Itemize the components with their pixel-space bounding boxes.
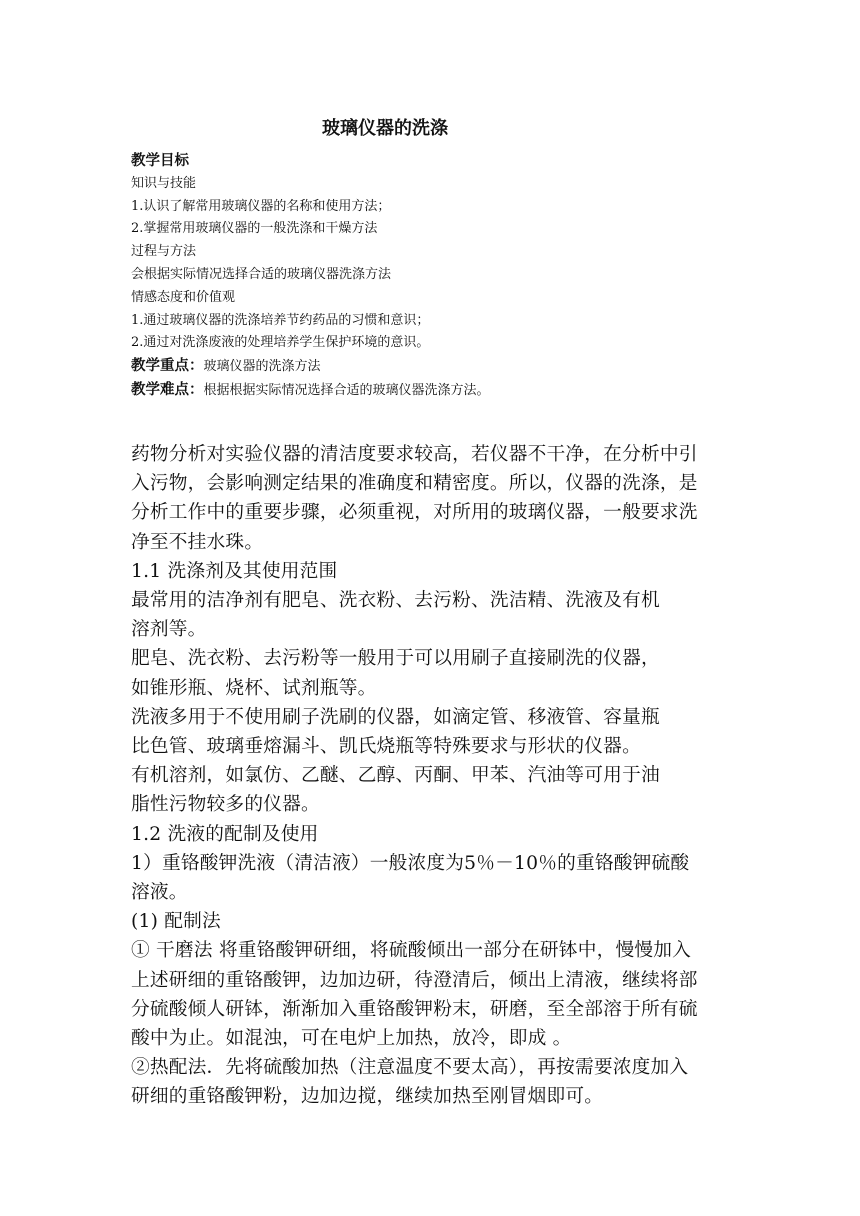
body-text: [131, 440, 731, 1112]
key-point-text: 玻璃仪器的洗涤方法: [203, 359, 321, 375]
body-line: 如锥形瓶、烧杯、试剂瓶等。: [131, 677, 377, 699]
section-heading: 1.2 洗液的配制及使用: [131, 823, 319, 845]
body-line: 分硫酸倾人研钵，渐渐加入重铬酸钾粉末，研磨，至全部溶于所有硫: [131, 998, 698, 1020]
body-line: 最常用的洁净剂有肥皂、洗衣粉、去污粉、洗洁精、洗液及有机: [131, 590, 660, 612]
body-line: 分析工作中的重要步骤，必须重视，对所用的玻璃仪器，一般要求洗: [131, 502, 698, 524]
difficulty-line: [131, 379, 731, 403]
process-item: 会根据实际情况选择合适的玻璃仪器洗涤方法: [131, 266, 392, 282]
body-line: 溶液。: [131, 882, 188, 904]
body-line: 酸中为止。如混浊，可在电炉上加热，放冷，即成 。: [131, 1028, 572, 1050]
body-line: 1）重铬酸钾洗液（清洁液）一般浓度为5％－10％的重铬酸钾硫酸: [131, 852, 690, 874]
difficulty-text: 根据根据实际情况选择合适的玻璃仪器洗涤方法。: [203, 382, 490, 398]
objectives-heading: 教学目标: [131, 153, 189, 169]
section-heading: 1.1 洗涤剂及其使用范围: [131, 560, 338, 582]
body-line: 药物分析对实验仪器的清洁度要求较高，若仪器不干净，在分析中引: [131, 444, 698, 465]
body-line: 肥皂、洗衣粉、去污粉等一般用于可以用刷子直接刷洗的仪器，: [131, 648, 660, 670]
body-line: ① 干磨法 将重铬酸钾研细，将硫酸倾出一部分在研钵中，慢慢加入: [131, 940, 692, 962]
key-point-label: 教学重点：: [131, 358, 204, 375]
body-line: 入污物，会影响测定结果的准确度和精密度。所以，仪器的洗涤，是: [131, 473, 698, 495]
knowledge-item: 1.认识了解常用玻璃仪器的名称和使用方法；: [131, 198, 391, 214]
body-line: 溶剂等。: [131, 619, 207, 641]
body-line: ②热配法．先将硫酸加热（注意温度不要太高），再按需要浓度加入: [131, 1057, 689, 1079]
subsection-heading: (1) 配制法: [131, 911, 221, 933]
document-title: 玻璃仪器的洗涤: [322, 118, 448, 139]
attitude-item: 2.通过对洗涤废液的处理培养学生保护环境的意识。: [131, 335, 430, 351]
teaching-plan-section: [131, 150, 731, 403]
knowledge-item: 2.掌握常用玻璃仪器的一般洗涤和干燥方法: [131, 221, 378, 237]
body-line: 洗液多用于不使用刷子洗刷的仪器，如滴定管、移液管、容量瓶: [131, 706, 660, 728]
body-line: 有机溶剂，如氯仿、乙醚、乙醇、丙酮、甲苯、汽油等可用于油: [131, 765, 660, 787]
key-point-line: [131, 355, 731, 379]
attitude-heading: 情感态度和价值观: [131, 289, 236, 305]
body-line: 研细的重铬酸钾粉，边加边搅，继续加热至刚冒烟即可。: [131, 1086, 604, 1108]
attitude-item: 1.通过玻璃仪器的洗涤培养节约药品的习惯和意识；: [131, 312, 430, 328]
process-heading: 过程与方法: [131, 244, 197, 260]
body-line: 比色管、玻璃垂熔漏斗、凯氏烧瓶等特殊要求与形状的仪器。: [131, 736, 641, 758]
difficulty-label: 教学难点：: [131, 381, 204, 398]
body-line: 净至不挂水珠。: [131, 531, 264, 553]
body-line: 脂性污物较多的仪器。: [131, 794, 320, 816]
body-line: 上述研细的重铬酸钾，边加边研，待澄清后，倾出上清液，继续将部: [131, 969, 698, 991]
knowledge-heading: 知识与技能: [131, 175, 197, 191]
